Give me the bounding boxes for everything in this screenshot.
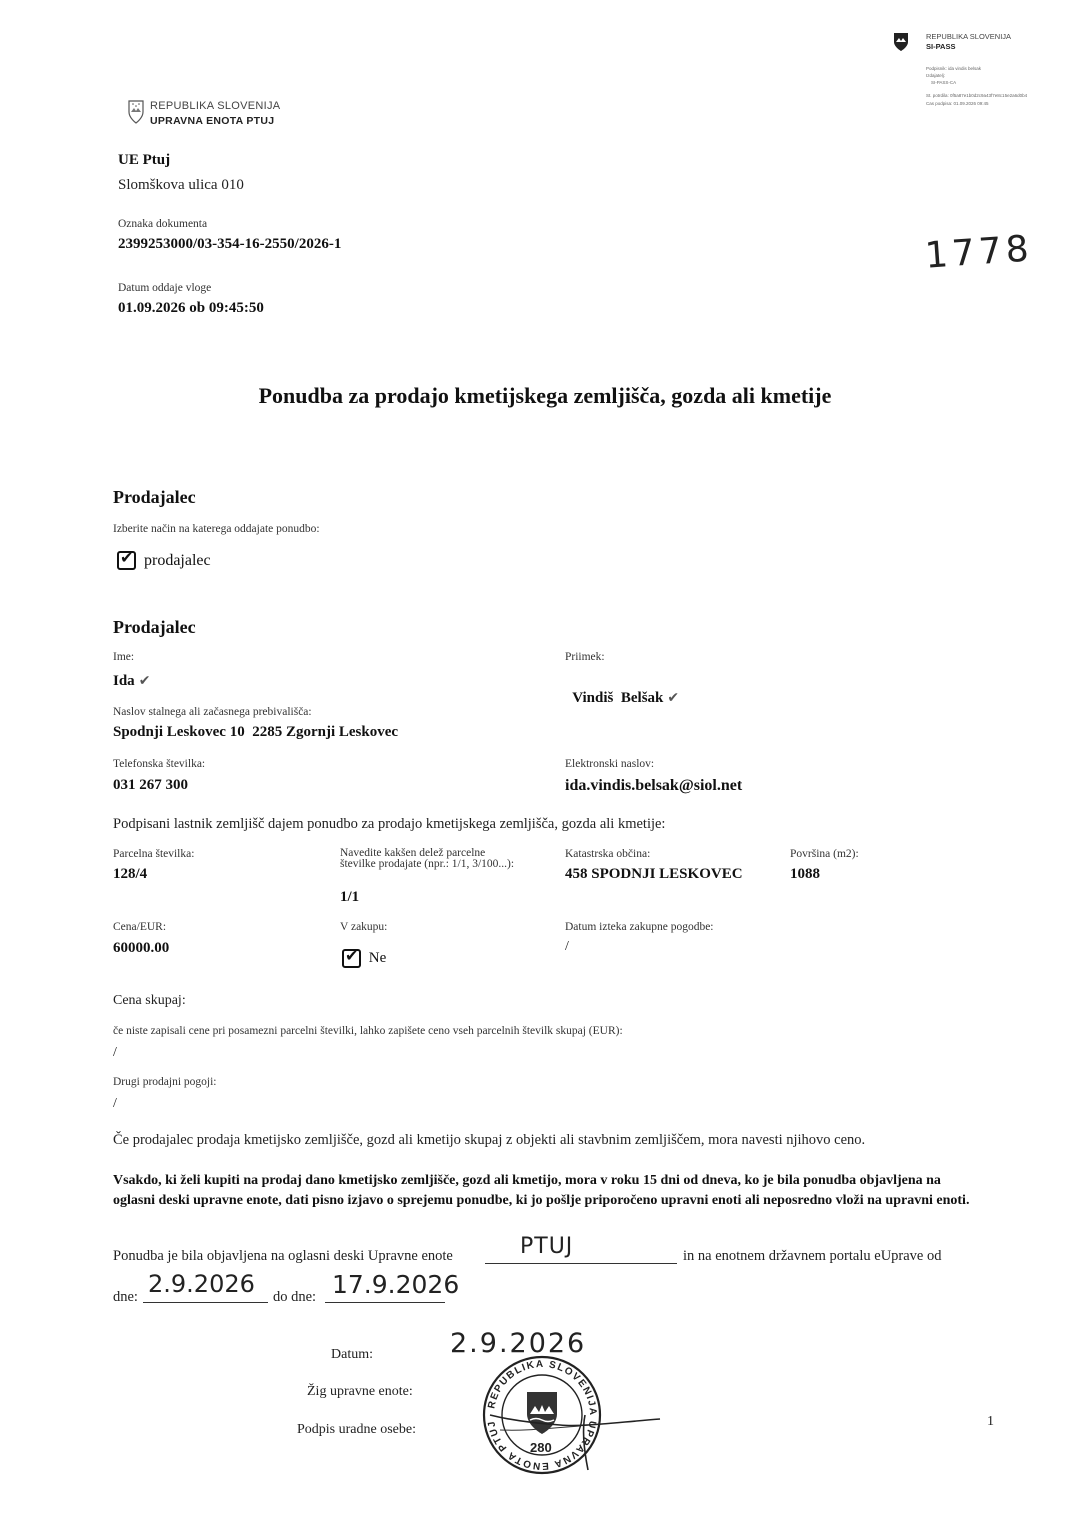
ko-label: Katastrska občina: (565, 848, 651, 860)
sipass-detail-4: St. potrdila: 0f5a87e1b0d2c9a43f7e8c15e2a6d0b4 (926, 93, 1028, 98)
doc-date-label: Datum oddaje vloge (118, 282, 212, 294)
publication-text-b: in na enotnem državnem portalu eUprave od (683, 1248, 942, 1264)
tel-value: 031 267 300 (113, 777, 188, 793)
ue-header-line1: REPUBLIKA SLOVENIJA (150, 100, 281, 112)
ime-label: Ime: (113, 651, 135, 663)
section1-prompt: Izberite način na katerega oddajate ponudbo: (113, 523, 320, 535)
from-handwritten: 2.9.2026 (148, 1270, 255, 1298)
section2-heading: Prodajalec (113, 617, 196, 637)
recipient-name: UE Ptuj (118, 152, 171, 168)
sipass-detail-1: Podpisnik: ida vindis belsak (926, 66, 982, 71)
to-label: do dne: (273, 1289, 317, 1305)
skupaj-note: če niste zapisali cene pri posamezni parcelni številki, lahko zapišete ceno vseh parcelnih številk skupaj (EUR): (113, 1025, 623, 1037)
doc-date-value: 01.09.2026 ob 09:45:50 (118, 300, 264, 316)
pogoji-label: Drugi prodajni pogoji: (113, 1076, 217, 1088)
iztek-label: Datum izteka zakupne pogodbe: (565, 921, 714, 933)
note-prices: Če prodajalec prodaja kmetijsko zemljišče, gozd ali kmetijo skupaj z objekti ali stavbnim zemljiščem, mora navesti njihovo ceno. (113, 1132, 866, 1148)
zig-label: Žig upravne enote: (307, 1384, 413, 1399)
priimek-field (565, 673, 679, 707)
zakup-label: V zakupu: (340, 921, 388, 933)
to-handwritten: 17.9.2026 (332, 1270, 460, 1299)
option-prodajalec[interactable] (117, 551, 211, 570)
parcela-label: Parcelna številka: (113, 848, 195, 860)
povrsina-label: Površina (m2): (790, 848, 859, 860)
coat-of-arms-icon (893, 32, 909, 52)
ime-field (113, 673, 150, 690)
cena-label: Cena/EUR: (113, 921, 167, 933)
skupaj-value: / (113, 1045, 117, 1060)
delez-value: 1/1 (340, 889, 360, 905)
publication-text-a: Ponudba je bila objavljena na oglasni deski Upravne enote (113, 1248, 453, 1264)
naslov-label: Naslov stalnega ali začasnega prebivališča: (113, 706, 312, 718)
checkbox-checked[interactable] (342, 949, 361, 968)
page-title: Ponudba za prodajo kmetijskega zemljišča, gozda ali kmetije (258, 383, 832, 408)
ime-value: Ida (113, 673, 135, 689)
checkmark-icon: ✔ (667, 690, 680, 706)
datum-label: Datum: (331, 1347, 373, 1362)
checkbox-checked[interactable] (117, 551, 136, 570)
ue-header-line2: UPRAVNA ENOTA PTUJ (150, 115, 275, 127)
sipass-detail-5: Cas podpisa: 01.09.2026 09:45 (926, 101, 989, 106)
coat-of-arms-icon (128, 100, 144, 124)
priimek-label: Priimek: (565, 651, 605, 663)
stamp-ring-text: REPUBLIKA SLOVENIJA UPRAVNA ENOTA PTUJ (486, 1358, 599, 1472)
tel-label: Telefonska številka: (113, 758, 206, 770)
option-prodajalec-label: prodajalec (144, 551, 211, 569)
zakup-value: Ne (368, 950, 387, 966)
publication-unit-handwritten: PTUJ (520, 1234, 574, 1259)
delez-label: Navedite kakšen delež parcelne številke prodajate (npr.: 1/1, 3/100...): (340, 847, 515, 870)
page-number: 1 (987, 1414, 994, 1429)
offer-intro: Podpisani lastnik zemljišč dajem ponudbo za prodajo kmetijskega zemljišča, gozda ali kmetije: (113, 816, 666, 832)
stamp-number: 280 (530, 1440, 552, 1455)
iztek-value: / (565, 939, 569, 954)
parcela-value: 128/4 (113, 866, 148, 882)
sipass-detail-2: Izdajatelj: (926, 73, 946, 78)
handwritten-number: 1778 (923, 228, 1034, 277)
recipient-address: Slomškova ulica 010 (118, 177, 244, 193)
section1-heading: Prodajalec (113, 487, 196, 507)
email-value: ida.vindis.belsak@siol.net (565, 777, 743, 794)
ko-value: 458 SPODNJI LESKOVEC (565, 866, 743, 882)
signature-scribble (470, 1395, 670, 1475)
naslov-value: Spodnji Leskovec 10 2285 Zgornji Leskovec (113, 724, 399, 740)
checkmark-icon: ✔ (138, 673, 151, 689)
ue-header (128, 98, 388, 134)
povrsina-value: 1088 (790, 866, 820, 882)
sipass-line2: SI-PASS (926, 42, 956, 51)
email-label: Elektronski naslov: (565, 758, 655, 770)
datum-handwritten: 2.9.2026 (450, 1328, 587, 1359)
skupaj-label: Cena skupaj: (113, 993, 186, 1008)
sipass-detail-3: SI-PASS-CA (931, 80, 957, 85)
publication-unit-line (485, 1243, 677, 1264)
doc-ref-value: 2399253000/03-354-16-2550/2026-1 (118, 236, 342, 252)
cena-value: 60000.00 (113, 940, 170, 956)
pogoji-value: / (113, 1096, 117, 1111)
priimek-value: Vindiš Belšak (572, 690, 664, 706)
doc-ref-label: Oznaka dokumenta (118, 218, 208, 230)
note-acceptance: Vsakdo, ki želi kupiti na prodaj dano kmetijsko zemljišče, gozd ali kmetijo, mora v roku 15 dni od dneva, ko je bila ponudba objavljena na oglasni deski upravne enote, dati pisno izjavo o sprejemu ponudbe, ki jo pošlje priporočeno upravni enoti ali neposredno vloži na upravni enoti. (113, 1173, 970, 1208)
zakup-option[interactable] (342, 949, 386, 968)
sipass-line1: REPUBLIKA SLOVENIJA (926, 32, 1012, 41)
from-label: dne: (113, 1289, 138, 1305)
podpis-label: Podpis uradne osebe: (297, 1422, 416, 1437)
